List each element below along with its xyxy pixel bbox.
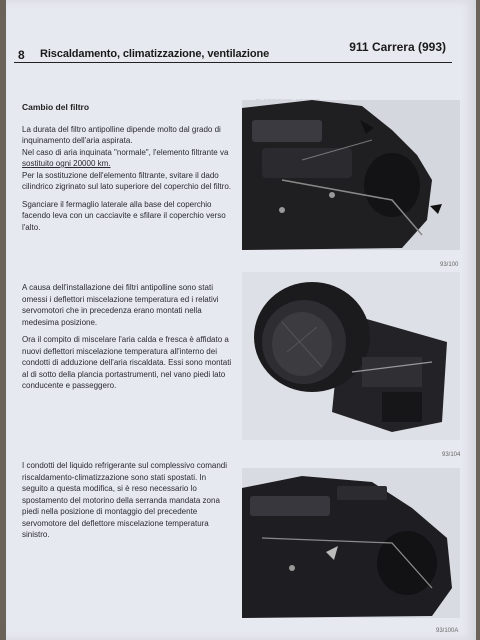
section-filter-change <box>22 102 234 239</box>
figure-caption: 93/104 <box>442 452 461 458</box>
figure-relocated-motor <box>242 468 460 618</box>
paragraph: Ora il compito di miscelare l'aria calda e fresca è affidato a nuovi deflettori miscelazione temperatura all'interno dei condotti di adduzione dell'aria riscaldata. Essi sono montati al di sotto della plancia portastrumenti, nel vano piedi lato conducente e passeggero. <box>22 335 232 390</box>
figure-caption: 93/100A <box>436 628 459 634</box>
section-title: Cambio del filtro <box>22 102 90 112</box>
section-deflectors <box>22 282 234 398</box>
figure-filter-housing <box>242 100 460 250</box>
chapter-title: Riscaldamento, climatizzazione, ventilazione <box>40 48 270 60</box>
model-title: 911 Carrera (993) <box>349 40 446 54</box>
page-header <box>14 38 452 63</box>
figure-duct-assembly <box>242 272 460 440</box>
underlined-interval: sostituito ogni 20000 km. <box>22 159 111 168</box>
section-coolant-ducts <box>22 460 234 547</box>
paragraph: I condotti del liquido refrigerante sul complessivo comandi riscaldamento-climatizzazione sono stati spostati. In seguito a questa modifica, si è reso necessario lo spostamento del motorino della serranda mandata zona piedi nella posizione di montaggio del precedente servomotore del deflettore miscelazione temperatura sinistro. <box>22 461 227 539</box>
page-number: 8 <box>18 48 25 62</box>
manual-page <box>6 0 476 640</box>
paragraph: La durata del filtro antipolline dipende molto dal grado di inquinamento dell'aria aspirata. Nel caso di aria inquinata "normale", l'elemento filtrante va sostituito ogni 20000 km. Per la sostituzione dell'elemento filtrante, svitare il dado cilindrico zigrinato sul lato superiore del coperchio del filtro. <box>22 124 231 191</box>
paragraph: Sganciare il fermaglio laterale alla base del coperchio facendo leva con un cacciavite e sfilare il coperchio verso l'alto. <box>22 199 226 232</box>
figure-caption: 93/100 <box>440 262 459 268</box>
paragraph: A causa dell'installazione dei filtri antipolline sono stati omessi i deflettori miscelazione temperatura ed i relativi servomotori che in precedenza erano montati nella medesima posizione. <box>22 283 219 327</box>
